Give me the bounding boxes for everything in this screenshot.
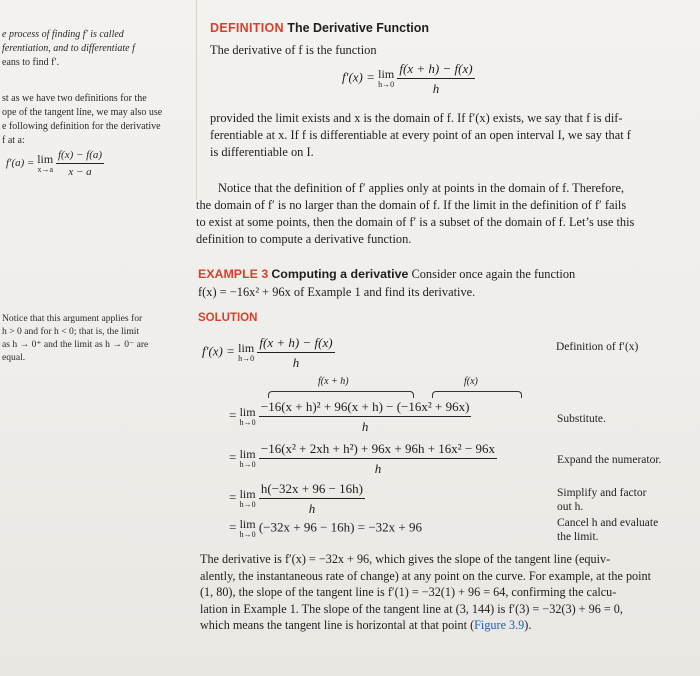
limit-word: lim	[239, 405, 256, 419]
fraction-denominator: h	[361, 419, 369, 434]
paragraph-line	[200, 617, 680, 634]
fraction-numerator: f(x) − f(a)	[56, 148, 104, 164]
margin-line: e process of finding f′ is called	[2, 29, 124, 40]
step-3	[229, 440, 497, 477]
equals-sign: =	[229, 519, 237, 535]
paragraph-text: ).	[524, 618, 532, 632]
definition-formula	[342, 60, 475, 97]
step-fraction	[259, 480, 365, 517]
step-limit	[240, 448, 256, 469]
example-function: f(x) = −16x² + 96x of Example 1 and find its derivative.	[198, 285, 476, 299]
margin-line: e following definition for the derivative	[2, 121, 161, 132]
paragraph-line: alently, the instantaneous rate of change) at any point on the curve. For example, at the point	[200, 568, 652, 583]
example-text: Consider once again the function	[411, 267, 576, 281]
note-line: Cancel h and evaluate	[557, 517, 659, 529]
formula-limit	[378, 68, 394, 89]
limit-word: lim	[238, 341, 255, 355]
margin-formula-limit	[37, 153, 53, 174]
margin-line: f at a:	[2, 135, 25, 146]
equals-sign: =	[229, 489, 237, 505]
formula-fraction	[397, 60, 474, 97]
fraction-numerator: f(x + h) − f(x)	[257, 334, 334, 353]
definition-line: is differentiable on I.	[210, 145, 314, 159]
step-limit	[240, 518, 256, 539]
brace-label: f(x + h)	[318, 376, 349, 387]
limit-word: lim	[378, 67, 395, 81]
limit-subscript: h→0	[239, 418, 256, 427]
margin-line: ope of the tangent line, we may also use	[2, 107, 163, 118]
limit-word: lim	[239, 447, 256, 461]
limit-subscript: h→0	[239, 460, 256, 469]
equals-sign: =	[229, 407, 237, 423]
step-fraction	[259, 398, 472, 435]
margin-line: h > 0 and for h < 0; that is, the limit	[2, 326, 140, 337]
limit-subscript: h→0	[239, 530, 256, 539]
margin-formula-fraction	[56, 148, 104, 179]
step-1	[202, 334, 335, 371]
conclusion-paragraph	[200, 551, 680, 634]
fraction-numerator: −16(x + h)² + 96(x + h) − (−16x² + 96x)	[259, 398, 472, 417]
fraction-numerator: −16(x² + 2xh + h²) + 96x + 96h + 16x² − 96x	[259, 440, 497, 459]
limit-subscript: h→0	[238, 354, 255, 363]
limit-word: lim	[239, 487, 256, 501]
paragraph-line: (1, 80), the slope of the tangent line is f′(1) = −32(1) + 96 = 64, confirming the calcu-	[200, 585, 617, 599]
example-label: EXAMPLE 3	[198, 267, 269, 281]
paragraph-line: definition to compute a derivative function.	[196, 232, 412, 246]
limit-word: lim	[37, 152, 54, 166]
fraction-denominator: h	[292, 355, 300, 370]
fraction-numerator: f(x + h) − f(x)	[397, 60, 474, 79]
paragraph-line: Notice that the definition of f′ applies only at points in the domain of f. Therefore,	[218, 181, 625, 195]
definition-heading	[210, 20, 429, 37]
limit-subscript: x→a	[37, 165, 53, 174]
margin-line: as h → 0⁺ and the limit as h → 0⁻ are	[2, 339, 149, 350]
note-line: out h.	[557, 501, 584, 513]
step-lhs: f′(x) =	[202, 343, 235, 359]
step-5	[229, 518, 422, 539]
definition-line: ferentiable at x. If f is differentiable at every point of an open interval I, we say that f	[210, 128, 631, 142]
step-note	[557, 486, 646, 514]
definition-line: provided the limit exists and x is the domain of f. If f′(x) exists, we say that f is dif-	[210, 111, 623, 125]
fraction-numerator: h(−32x + 96 − 16h)	[259, 480, 365, 499]
paragraph-line: lation in Example 1. The slope of the tangent line at (3, 144) is f′(3) = −32(3) + 96 = 0,	[200, 601, 623, 616]
fraction-denominator: x − a	[68, 166, 92, 178]
limit-subscript: h→0	[378, 80, 395, 89]
fraction-denominator: h	[432, 81, 440, 96]
margin-line: equal.	[2, 352, 26, 363]
step-limit	[240, 488, 256, 509]
paragraph-line: The derivative is f′(x) = −32x + 96, which gives the slope of the tangent line (equiv-	[200, 552, 611, 566]
step-fraction	[259, 440, 497, 477]
margin-note-3	[2, 312, 148, 364]
paragraph-line: to exist at some points, then the domain of f′ is a subset of the domain of f. Let’s use this	[196, 215, 635, 229]
step-limit	[240, 406, 256, 427]
margin-formula-lhs: f′(a) =	[6, 157, 35, 170]
step-note: Substitute.	[557, 413, 606, 425]
equals-sign: =	[229, 449, 237, 465]
example-title: Computing a derivative	[271, 267, 409, 281]
definition-title: The Derivative Function	[287, 21, 430, 35]
brace-f-x	[432, 391, 522, 398]
sidebar-divider	[196, 0, 197, 200]
step-2	[229, 398, 471, 435]
brace-f-x-plus-h	[268, 391, 414, 398]
margin-line: eans to find f′.	[2, 57, 60, 68]
step-note: Definition of f′(x)	[556, 341, 639, 353]
step-note	[557, 516, 658, 544]
fraction-denominator: h	[308, 501, 316, 516]
paragraph-line: the domain of f′ is no larger than the domain of f. If the limit in the definition of f′ fails	[196, 198, 627, 212]
step-note: Expand the numerator.	[557, 454, 662, 466]
limit-subscript: h→0	[239, 500, 256, 509]
solution-label: SOLUTION	[198, 312, 258, 324]
margin-note-2	[2, 92, 162, 148]
example-header	[198, 266, 575, 283]
notice-paragraph	[196, 180, 676, 248]
step-limit	[238, 342, 254, 363]
margin-formula	[6, 148, 104, 179]
margin-line: ferentiation, and to differentiate f	[2, 43, 135, 54]
brace-label: f(x)	[464, 376, 478, 387]
margin-note-1	[2, 28, 135, 70]
definition-label: DEFINITION	[210, 21, 284, 35]
fraction-denominator: h	[374, 461, 382, 476]
definition-intro: The derivative of f is the function	[210, 43, 377, 57]
note-line: the limit.	[557, 531, 599, 543]
limit-word: lim	[239, 517, 256, 531]
definition-body	[210, 110, 680, 161]
figure-link[interactable]: Figure 3.9	[474, 618, 525, 632]
step-4	[229, 480, 365, 517]
margin-line: Notice that this argument applies for	[2, 313, 143, 324]
note-line: Simplify and factor	[557, 487, 647, 499]
paragraph-text: which means the tangent line is horizontal at that point (	[200, 618, 475, 632]
step-fraction	[257, 334, 334, 371]
margin-line: st as we have two definitions for the	[2, 93, 147, 104]
step-result: (−32x + 96 − 16h) = −32x + 96	[258, 519, 423, 535]
formula-lhs: f′(x) =	[342, 69, 375, 85]
